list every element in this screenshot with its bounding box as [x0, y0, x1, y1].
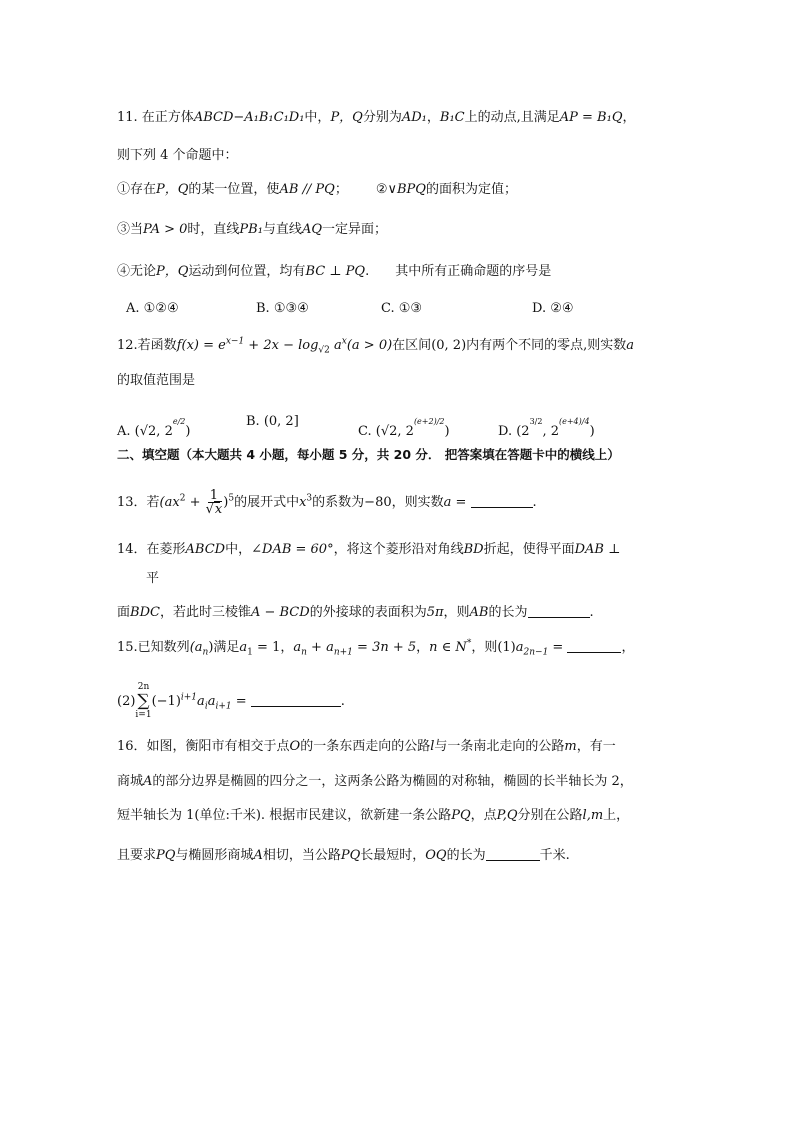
- q14-answer-blank[interactable]: [528, 617, 590, 618]
- q15-part2: (2) 2n ∑ i=1 $(-1)^{i+1}a_ia_{i+1}$ = .: [117, 682, 345, 720]
- q12-option-b: B. (0, 2]: [246, 414, 299, 429]
- q11-line2: 则下列 4 个命题中：: [117, 148, 238, 163]
- q13-answer-blank[interactable]: [471, 507, 533, 508]
- cube-name: ABCD−A₁B₁C₁D₁: [193, 110, 305, 125]
- q11-prop-3: ③当PA > 0时，直线PB₁与直线AQ一定异面；: [117, 222, 387, 237]
- q11-stem: 11. 在正方体ABCD−A₁B₁C₁D₁中，P，Q分别为AD₁，B₁C上的动点,且满足AP = B₁Q，: [117, 110, 636, 125]
- q12-line2: 的取值范围是: [117, 373, 196, 388]
- q16-answer-blank[interactable]: [486, 860, 540, 861]
- q16-line2: 商城A的部分边界是椭圆的四分之一，这两条公路为椭圆的对称轴，椭圆的长半轴长为 2，: [117, 774, 633, 789]
- q12-option-a: A. (√2, $2^{e/2}$): [117, 417, 191, 439]
- q14-stem: 14．在菱形ABCD中，∠DAB = 60°，将这个菱形沿对角线BD折起，使得平面DAB ⊥: [117, 542, 621, 557]
- fraction-one-over-sqrt-x: $\frac{1}{√x}$: [205, 488, 223, 517]
- q11-option-b: B. ①③④: [256, 301, 309, 316]
- q11-prop-4: ④无论P，Q运动到何位置，均有BC ⊥ PQ. 其中所有正确命题的序号是: [117, 264, 552, 279]
- section-2-title: 二、填空题（本大题共 4 小题，每小题 5 分，共 20 分． 把答案填在答题卡中的横线上）: [117, 447, 620, 462]
- q14-line3: 面BDC，若此时三棱锥A − BCD的外接球的表面积为5π，则AB的长为 .: [117, 605, 594, 620]
- summation: 2n ∑ i=1: [135, 682, 152, 720]
- q13-stem: 13．若($ax^2$ + $\frac{1}{√x}$ )$^5$的展开式中$x^3$的系数为−80，则实数a = .: [117, 488, 537, 517]
- q12-option-c: C. (√2, $2^{(e+2)/2}$): [358, 417, 450, 439]
- q16-line3: 短半轴长为 1(单位:千米). 根据市民建议，欲新建一条公路PQ，点P,Q分别在公路l,m上，: [117, 808, 630, 823]
- q11-option-c: C. ①③: [381, 301, 423, 316]
- q11-option-d: D. ②④: [532, 301, 574, 316]
- q11-prop-1-2: ①存在P，Q的某一位置，使AB // PQ； ②∨BPQ的面积为定值；: [117, 182, 517, 197]
- q15-answer-blank-2[interactable]: [251, 706, 341, 707]
- q11-option-a: A. ①②④: [126, 301, 179, 316]
- q16-line1: 16．如图，衡阳市有相交于点O的一条东西走向的公路l与一条南北走向的公路m，有一: [117, 739, 616, 754]
- q15-stem: 15.已知数列$(a_n)$满足$a_1 = 1$，$a_n + a_{n+1} = 3n + 5$，n ∈ N*，则$(1)a_{2n-1}$ = ，: [117, 638, 635, 658]
- q16-line4: 且要求PQ与椭圆形商城A相切，当公路PQ长最短时，OQ的长为 千米.: [117, 848, 570, 863]
- q15-answer-blank-1[interactable]: [567, 652, 621, 653]
- q14-line2: 平: [146, 571, 160, 586]
- q12-option-d: D. ($2^{3/2}$, $2^{(e+4)/4}$): [498, 417, 595, 439]
- q12-stem: 12.若函数$f(x) = e^{x-1} + 2x - \log_{√2} a^x(a > 0)$在区间(0, 2)内有两个不同的零点,则实数a: [117, 336, 635, 356]
